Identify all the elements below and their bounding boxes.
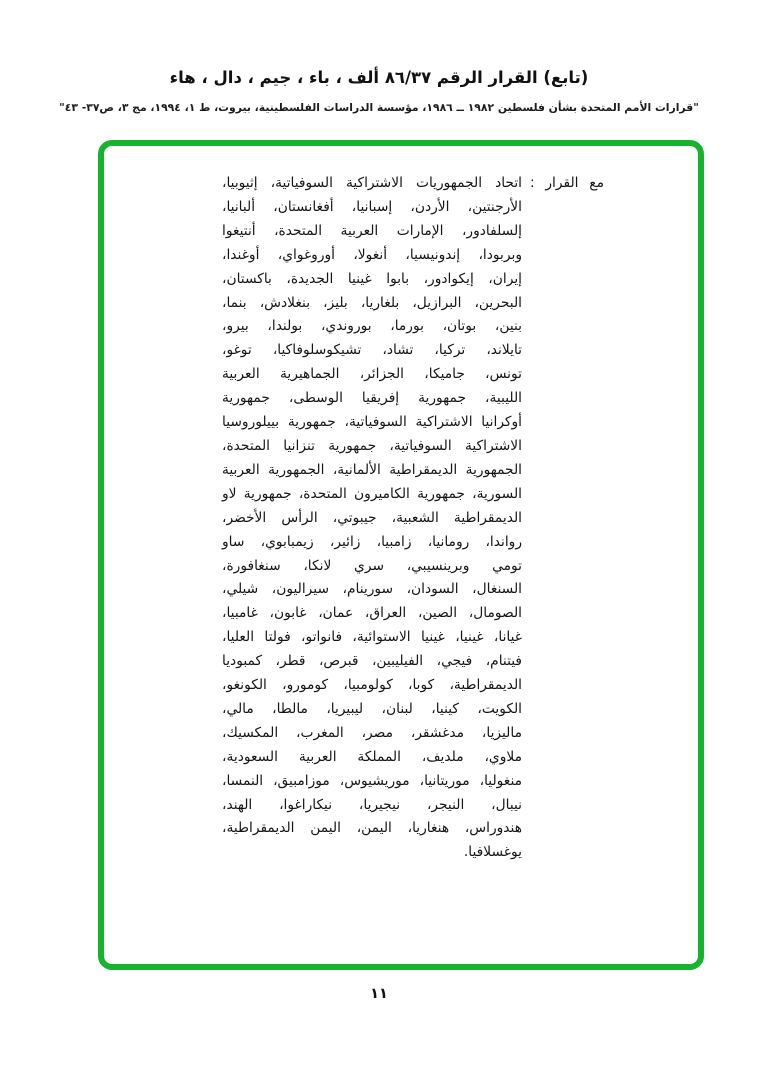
country-list-line: إلسلفادور، الإمارات العربية المتحدة، أنتيغوا [222, 222, 522, 239]
country-list-line: هندوراس، هنغاريا، اليمن، اليمن الديمقراطية، [222, 820, 522, 837]
country-list-line: اتحاد الجمهوريات الاشتراكية السوفياتية، إثيوبيا، [222, 175, 522, 191]
country-list [222, 172, 522, 865]
page-number: ١١ [370, 986, 388, 1002]
country-list-line: غيانا، غينيا، غينيا الاستوائية، فانواتو، فولتا العليا، [222, 629, 522, 646]
country-list-line: الكويت، كينيا، لبنان، ليبيريا، مالطا، مالي، [222, 700, 522, 717]
country-list-line: السنغال، السودان، سورينام، سيراليون، شيلي، [222, 581, 522, 598]
country-list-line: البحرين، البرازيل، بلغاريا، بليز، بنغلادش، بنما، [222, 294, 522, 311]
country-list-line: منغوليا، موريتانيا، موريشيوس، موزامبيق، النمسا، [222, 772, 522, 789]
country-list-line: إيران، إيكوادور، بابوا غينيا الجديدة، باكستان، [222, 270, 522, 287]
country-list-line: الصومال، الصين، العراق، عمان، غابون، غامبيا، [222, 605, 522, 622]
vote-record-paragraph [218, 172, 604, 865]
vote-label: مع القرار : [530, 175, 604, 191]
document-title: (تابع) القرار الرقم ٨٦/٣٧ ألف ، باء ، جيم ، دال ، هاء [169, 68, 589, 87]
country-list-line: أوكرانيا الاشتراكية السوفياتية، جمهورية بييلوروسيا [222, 414, 522, 431]
page-header [0, 68, 758, 114]
country-list-line: الجمهورية الديمقراطية الألمانية، الجمهورية العربية [222, 461, 522, 478]
document-frame [98, 140, 704, 970]
country-list-line: يوغسلافيا. [463, 844, 522, 861]
country-list-line: الأرجنتين، الأردن، إسبانيا، أفغانستان، ألبانيا، [222, 198, 522, 215]
country-list-line: الاشتراكية السوفياتية، جمهورية تنزانيا المتحدة، [222, 437, 522, 454]
country-list-line: الديمقراطية، كوبا، كولومبيا، كومورو، الكونغو، [222, 677, 522, 694]
country-list-line: فيتنام، فيجي، الفيليبين، قبرص، قطر، كمبوديا [222, 653, 522, 670]
country-list-line: السورية، جمهورية الكاميرون المتحدة، جمهورية لاو [222, 485, 522, 502]
country-list-line: تونس، جاميكا، الجزائر، الجماهيرية العربية [222, 366, 522, 383]
country-list-line: ملاوي، ملديف، المملكة العربية السعودية، [222, 748, 522, 765]
document-source-citation: "قرارات الأمم المتحدة بشأن فلسطين ١٩٨٢ ــ ١٩٨٦، مؤسسة الدراسات الفلسطينية، بيروت، ط ١، ١٩٩٤، مج ٣، ص٣٧- ٤٣" [59, 101, 699, 114]
country-list-line: رواندا، رومانيا، زامبيا، زائير، زيمبابوي، ساو [222, 533, 522, 550]
country-list-line: نيبال، النيجر، نيجيريا، نيكاراغوا، الهند، [222, 796, 522, 813]
country-list-line: ماليزيا، مدغشقر، مصر، المغرب، المكسيك، [222, 724, 522, 741]
country-list-line: تومي وبرينسيبي، سري لانكا، سنغافورة، [222, 557, 522, 574]
country-list-line: الليبية، جمهورية إفريقيا الوسطى، جمهورية [222, 390, 522, 407]
country-list-line: تايلاند، تركيا، تشاد، تشيكوسلوفاكيا، توغو، [222, 342, 522, 359]
country-list-line: بنين، بوتان، بورما، بوروندي، بولندا، بيرو، [222, 318, 522, 335]
country-list-line: الديمقراطية الشعبية، جيبوتي، الرأس الأخضر، [222, 509, 522, 526]
country-list-line: وبربودا، إندونيسيا، أنغولا، أوروغواي، أوغندا، [222, 246, 522, 263]
